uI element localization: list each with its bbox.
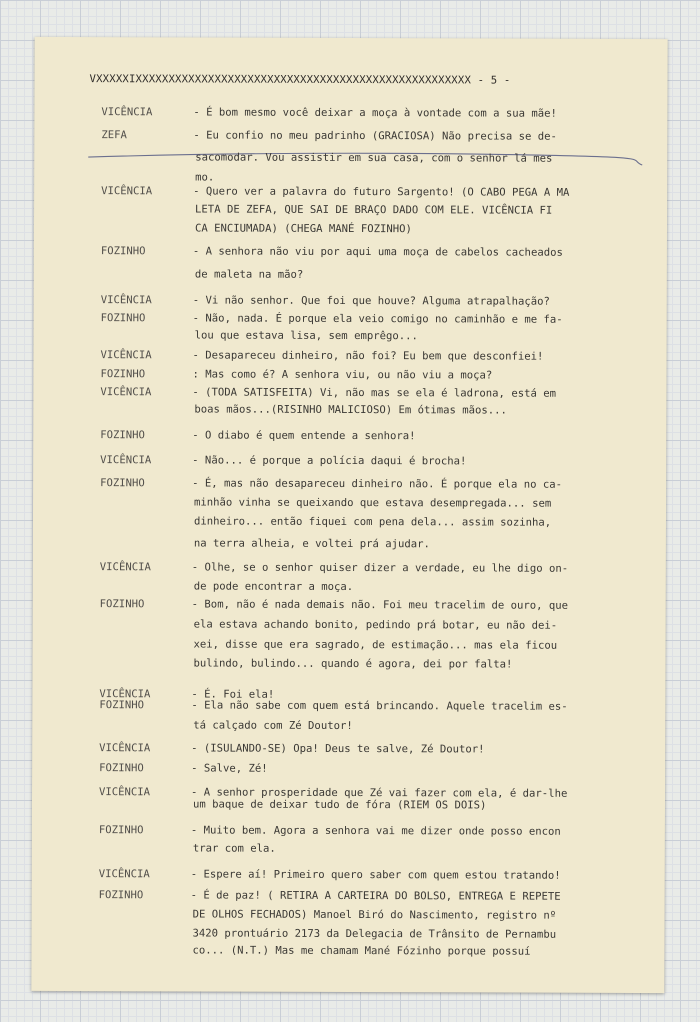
speaker-name: FOZINHO [99, 699, 145, 712]
dialogue-text: trar com ela. [192, 842, 276, 855]
dialogue-text: minhão vinha se queixando que estava desempregada... sem [194, 496, 552, 510]
dialogue-text: - Não, nada. É porque ela veio comigo no caminhão e me fa- [192, 312, 563, 326]
dialogue-text: - Muito bem. Agora a senhora vai me dizer onde posso encon [190, 824, 561, 838]
dialogue-text: - Ela não sabe com quem está brincando. Aquele tracelim es- [191, 699, 568, 713]
dialogue-text: um baque de deixar tudo de fóra (RIEM OS DOIS) [192, 798, 487, 812]
dialogue-text: - Eu confio no meu padrinho (GRACIOSA) Não precisa se de- [193, 129, 557, 143]
dialogue-text: DE OLHOS FECHADOS) Manoel Biró do Nascimento, registro nº [192, 908, 557, 922]
page-header: VXXXXXIXXXXXXXXXXXXXXXXXXXXXXXXXXXXXXXXXXXXXXXXXXXXXXXXXXX - 5 - [89, 73, 511, 87]
dialogue-text: - Espere aí! Primeiro quero saber com quem estou tratando! [190, 868, 561, 882]
dialogue-text: - (ISULANDO-SE) Opa! Deus te salve, Zé Doutor! [191, 742, 485, 756]
dialogue-text: 3420 prontuário 2173 da Delegacia de Trânsito de Pernambu [192, 927, 557, 941]
dialogue-text: - (TODA SATISFEITA) Vi, não mas se ela é ladrona, está em [192, 386, 556, 400]
dialogue-text: - Não... é porque a polícia daqui é brocha! [192, 454, 467, 468]
speaker-name: FOZINHO [99, 598, 145, 611]
dialogue-text: sacomodar. Vou assistir em sua casa, com o senhor lá mes [195, 151, 553, 165]
dialogue-text: xei, disse que era sagrado, de estimação... mas ela ficou [193, 638, 558, 652]
speaker-name: VICÊNCIA [99, 688, 151, 701]
speaker-name: VICÊNCIA [100, 294, 152, 307]
dialogue-text: dinheiro... então fiquei com pena dela... assim sozinha, [193, 515, 552, 529]
speaker-name: FOZINHO [100, 477, 145, 490]
speaker-name: VICÊNCIA [100, 386, 152, 399]
dialogue-text: mo. [195, 171, 215, 184]
dialogue-text: - Olhe, se o senhor quiser dizer a verdade, eu lhe digo on- [191, 561, 569, 575]
dialogue-text: bulindo, bulindo... quando é agora, dei por falta! [193, 657, 513, 671]
dialogue-text: lou que estava lisa, sem emprêgo... [194, 329, 418, 343]
speaker-name: VICÊNCIA [99, 742, 151, 755]
dialogue-text: - A senhora não viu por aqui uma moça de cabelos cacheados [192, 245, 563, 259]
dialogue-text: co... (N.T.) Mas me chamam Mané Fózinho porque possuí [192, 944, 531, 958]
speaker-name: FOZINHO [100, 368, 146, 381]
speaker-name: FOZINHO [99, 762, 144, 775]
dialogue-text: LETA DE ZEFA, QUE SAI DE BRAÇO DADO COM ELE. VICÊNCIA FI [195, 203, 553, 217]
speaker-name: VICÊNCIA [99, 561, 151, 574]
dialogue-text: - Vi não senhor. Que foi que houve? Alguma atrapalhação? [192, 294, 550, 308]
speaker-name: VICÊNCIA [99, 786, 151, 799]
dialogue-text: na terra alheia, e voltei prá ajudar. [193, 537, 430, 551]
dialogue-text: - É. Foi ela! [191, 688, 275, 701]
speaker-name: VICÊNCIA [100, 349, 152, 362]
dialogue-text: - A senhor prosperidade que Zé vai fazer com ela, é dar-lhe [191, 786, 568, 800]
speaker-name: VICÊNCIA [98, 868, 150, 881]
dialogue-text: de pode encontrar a moça. [193, 580, 354, 594]
dialogue-text: tá calçado com Zé Doutor! [193, 719, 353, 733]
speaker-name: VICÊNCIA [100, 454, 152, 467]
dialogue-text: boas mãos...(RISINHO MALICIOSO) Em ótimas mãos... [194, 403, 507, 417]
speaker-name: FOZINHO [100, 429, 145, 442]
dialogue-text: de maleta na mão? [194, 268, 304, 281]
dialogue-text: - Quero ver a palavra do futuro Sargento! (O CABO PEGA A MA [193, 185, 570, 199]
dialogue-text: - É de paz! ( RETIRA A CARTEIRA DO BOLSO, ENTREGA E REPETE [190, 889, 561, 903]
dialogue-text: - Desapareceu dinheiro, não foi? Eu bem que desconfiei! [192, 349, 544, 363]
speaker-name: VICÊNCIA [101, 185, 153, 198]
dialogue-text: - Salve, Zé! [191, 762, 268, 775]
dialogue-text: : Mas como é? A senhora viu, ou não viu a moça? [192, 368, 493, 382]
speaker-name: ZEFA [101, 129, 127, 142]
dialogue-text: - É, mas não desapareceu dinheiro não. É porque ela no ca- [192, 477, 563, 491]
speaker-name: FOZINHO [98, 889, 144, 902]
dialogue-text: - O diabo é quem entende a senhora! [192, 429, 416, 443]
dialogue-text: CA ENCIUMADA) (CHEGA MANÉ FOZINHO) [194, 222, 412, 236]
speaker-name: VICÊNCIA [101, 106, 153, 119]
dialogue-text: - É bom mesmo você deixar a moça à vontade com a sua mãe! [193, 106, 557, 120]
dialogue-text: - Bom, não é nada demais não. Foi meu tracelim de ouro, que [191, 598, 569, 612]
dialogue-text: ela estava achando bonito, pedindo prá botar, eu não dei- [193, 618, 558, 632]
speaker-name: FOZINHO [100, 245, 146, 258]
typewritten-page [31, 37, 667, 993]
speaker-name: FOZINHO [100, 312, 146, 325]
speaker-name: FOZINHO [98, 824, 144, 837]
